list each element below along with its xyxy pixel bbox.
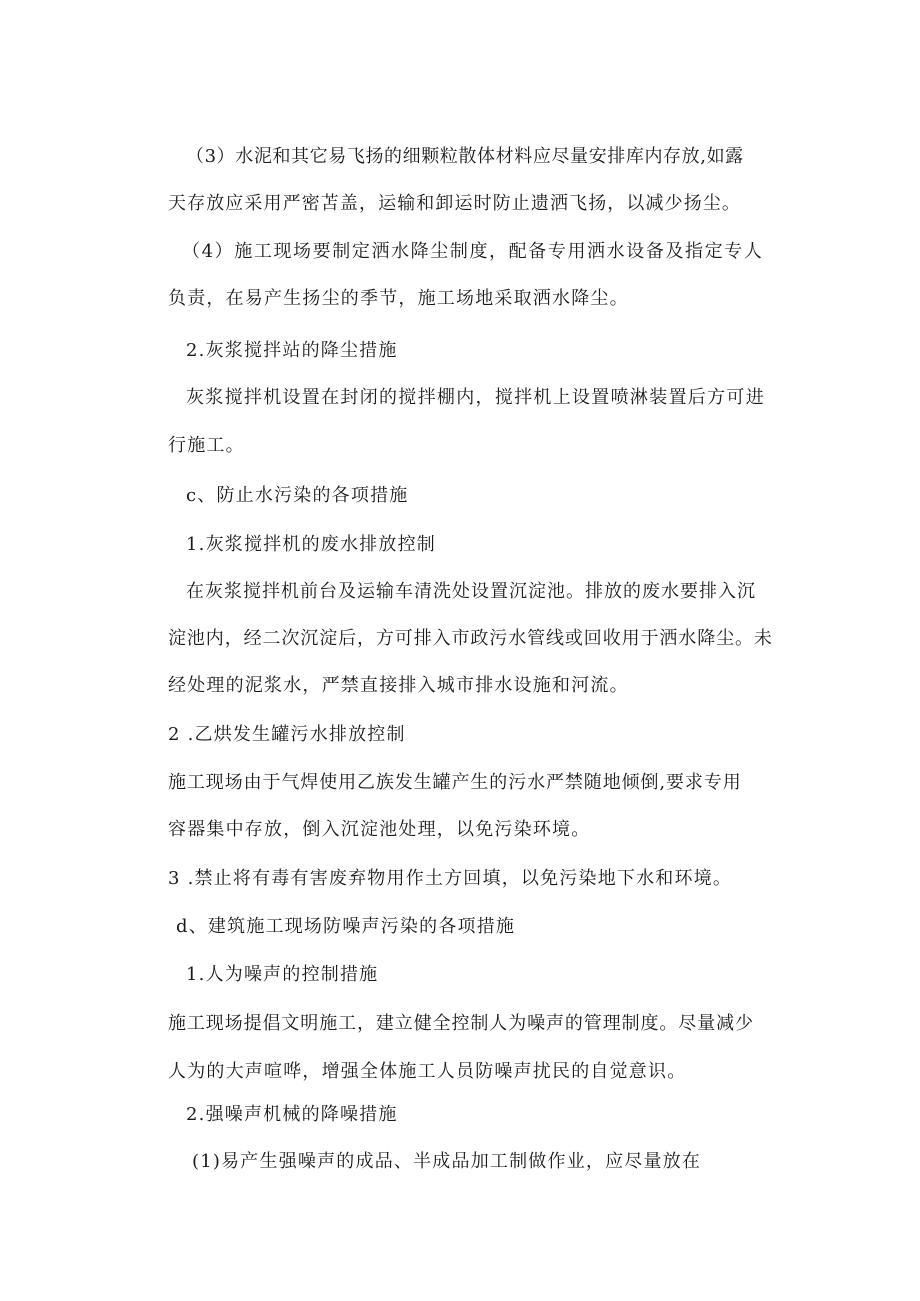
heading-wastewater-control: 1.灰浆搅拌机的废水排放控制 bbox=[186, 534, 436, 555]
human-noise-line-2: 人为的大声喧哗，增强全体施工人员防噪声扰民的自觉意识。 bbox=[168, 1061, 687, 1082]
heading-human-noise: 1.人为噪声的控制措施 bbox=[186, 964, 379, 985]
heading-mortar-station: 2.灰浆搅拌站的降尘措施 bbox=[186, 340, 398, 361]
acetylene-line-2: 容器集中存放，倒入沉淀池处理，以免污染环境。 bbox=[168, 819, 591, 840]
paragraph-3-line-2: 天存放应采用严密苫盖，运输和卸运时防止遗洒飞扬，以减少扬尘。 bbox=[168, 193, 741, 214]
paragraph-3-line-1: （3）水泥和其它易飞扬的细颗粒散体材料应尽量安排库内存放,如露 bbox=[186, 146, 744, 167]
acetylene-line-1: 施工现场由于气焊使用乙族发生罐产生的污水严禁随地倾倒,要求专用 bbox=[168, 772, 742, 793]
item-3-toxic-waste: 3 .禁止将有毒有害废弃物用作土方回填，以免污染地下水和环境。 bbox=[168, 868, 733, 889]
heading-noise-pollution: d、建筑施工现场防噪声污染的各项措施 bbox=[176, 916, 516, 937]
machine-noise-line-1: (1)易产生强噪声的成品、半成品加工制做作业，应尽量放在 bbox=[192, 1151, 702, 1172]
human-noise-line-1: 施工现场提倡文明施工，建立健全控制人为噪声的管理制度。尽量减少 bbox=[168, 1013, 754, 1034]
heading-water-pollution: c、防止水污染的各项措施 bbox=[186, 485, 409, 506]
paragraph-4-line-2: 负责，在易产生扬尘的季节，施工场地采取洒水降尘。 bbox=[168, 288, 629, 309]
heading-acetylene-tank: 2 .乙烘发生罐污水排放控制 bbox=[168, 724, 406, 745]
mortar-station-line-1: 灰浆搅拌机设置在封闭的搅拌棚内，搅拌机上设置喷淋装置后方可进 bbox=[186, 387, 765, 408]
wastewater-line-3: 经处理的泥浆水，严禁直接排入城市排水设施和河流。 bbox=[168, 675, 629, 696]
mortar-station-line-2: 行施工。 bbox=[168, 435, 245, 456]
heading-machine-noise: 2.强噪声机械的降噪措施 bbox=[186, 1104, 398, 1125]
paragraph-4-line-1: （4）施工现场要制定洒水降尘制度，配备专用洒水设备及指定专人 bbox=[182, 241, 764, 262]
wastewater-line-2: 淀池内，经二次沉淀后，方可排入市政污水管线或回收用于洒水降尘。未 bbox=[168, 628, 773, 649]
wastewater-line-1: 在灰浆搅拌机前台及运输车清洗处设置沉淀池。排放的废水要排入沉 bbox=[186, 581, 756, 602]
